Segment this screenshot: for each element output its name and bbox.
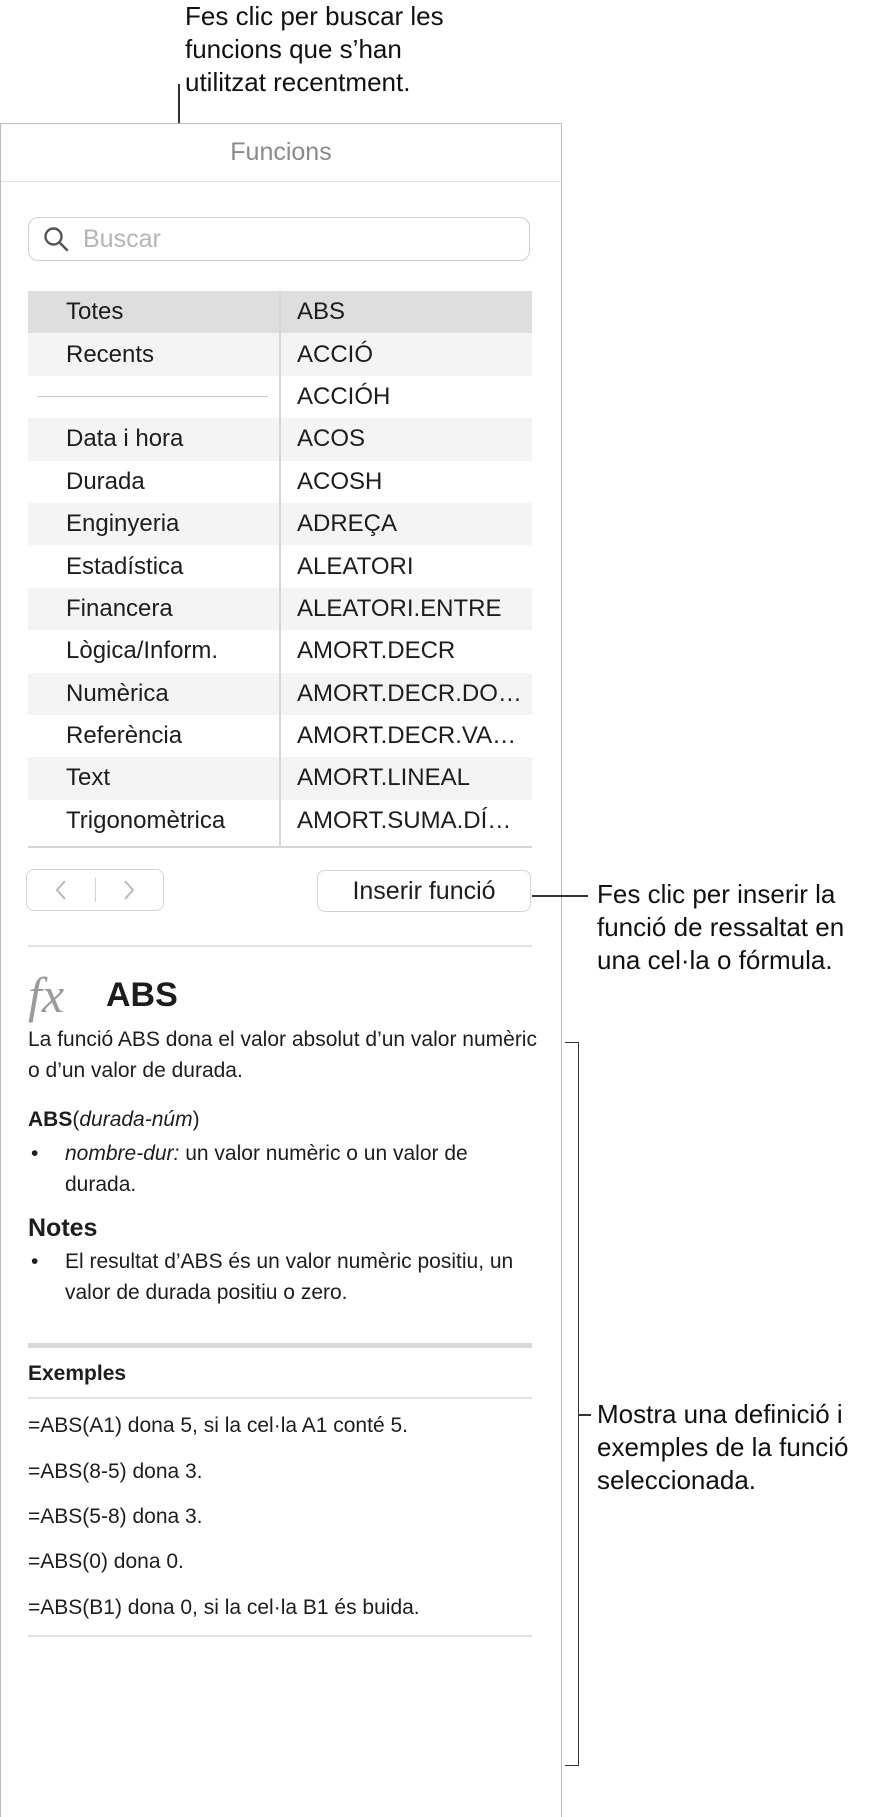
category-item[interactable]: Durada [66,467,145,495]
panel-title: Funcions [230,138,332,166]
callout-line: Fes clic per inserir la [597,879,836,909]
syntax-close: ) [192,1108,200,1131]
back-button[interactable] [27,870,95,910]
syntax-argument: durada-núm [79,1108,193,1131]
functions-panel [0,123,562,1817]
category-item[interactable]: Text [28,757,279,799]
examples-heading-divider [28,1397,532,1399]
argument-name: nombre-dur: [65,1142,180,1165]
function-item[interactable]: AMORT.DECR.DO… [281,673,532,715]
callout-leader-line [579,1414,591,1416]
category-item[interactable]: Referència [66,722,183,750]
function-description: La funció ABS dona el valor absolut d’un valor numèric o d’un valor de durada. [28,1028,537,1082]
category-item-recents[interactable]: Recents [28,333,279,375]
bullet-dot: • [31,1142,39,1165]
function-item[interactable]: ACOSH [297,467,383,495]
category-item[interactable]: Financera [28,588,279,630]
back-forward-control [26,869,164,911]
function-item[interactable]: ADREÇA [281,503,532,545]
examples-heading: Exemples [28,1362,127,1385]
callout-line: Mostra una definició i [597,1399,843,1429]
detail-divider [28,945,532,947]
category-item-totes[interactable]: Totes [28,291,279,333]
category-list [28,291,279,846]
chevron-right-icon [122,879,136,901]
callout-leader-line [532,895,588,897]
examples-bottom-divider [28,1635,532,1637]
search-icon [43,226,69,252]
callout-recent-functions [185,0,444,99]
category-item[interactable]: Enginyeria [28,503,279,545]
syntax-open: ( [72,1108,80,1131]
title-divider [1,181,561,182]
note-item [31,1246,531,1308]
search-field[interactable] [28,217,530,261]
function-item[interactable]: AMORT.SUMA.DÍ… [297,806,512,834]
function-item[interactable]: AMORT.DECR [297,637,456,665]
argument-description: un valor numèric o un valor de durada. [65,1142,468,1196]
search-input[interactable] [81,224,505,255]
function-item[interactable]: ACOS [281,418,532,460]
callout-insert-function [597,878,844,977]
function-item[interactable]: ACCIÓ [281,333,532,375]
function-item[interactable]: AMORT.LINEAL [281,757,532,799]
note-text: El resultat d’ABS és un valor numèric positiu, un valor de durada positiu o zero. [65,1250,514,1304]
callout-line: funcions que s’han [185,34,402,64]
function-item[interactable]: ALEATORI.ENTRE [281,588,532,630]
category-item[interactable]: Numèrica [28,673,279,715]
example-line: =ABS(B1) dona 0, si la cel·la B1 és buida. [28,1596,420,1619]
callout-definition [597,1398,848,1497]
bullet-dot: • [31,1250,39,1273]
function-item-selected[interactable]: ABS [281,291,532,333]
fx-icon: fx [28,967,65,1023]
category-item[interactable]: Lògica/Inform. [66,637,219,665]
insert-function-button[interactable]: Inserir funció [317,870,531,912]
example-line: =ABS(5-8) dona 3. [28,1505,203,1528]
function-list [281,291,532,846]
notes-heading: Notes [28,1214,98,1242]
function-name: ABS [106,975,178,1014]
function-item[interactable]: AMORT.DECR.VA… [297,722,517,750]
category-item[interactable]: Estadística [66,552,184,580]
forward-button[interactable] [96,870,164,910]
category-item[interactable]: Trigonomètrica [66,806,226,834]
function-syntax [28,1104,538,1135]
callout-line: Fes clic per buscar les [185,1,444,31]
examples-divider [28,1343,532,1348]
example-line: =ABS(0) dona 0. [28,1550,184,1573]
example-line: =ABS(8-5) dona 3. [28,1460,203,1483]
function-browser [28,291,532,848]
callout-line: exemples de la funció [597,1432,849,1462]
function-header [28,968,178,1022]
category-divider [28,376,279,418]
function-item[interactable]: ACCIÓH [297,382,391,410]
chevron-left-icon [54,879,68,901]
callout-line: una cel·la o fórmula. [597,945,833,975]
example-line: =ABS(A1) dona 5, si la cel·la A1 conté 5. [28,1414,408,1437]
argument-item [31,1138,531,1200]
function-item[interactable]: ALEATORI [297,552,414,580]
callout-line: seleccionada. [597,1465,756,1495]
callout-bracket [565,1042,579,1766]
category-item[interactable]: Data i hora [28,418,279,460]
callout-line: utilitzat recentment. [185,67,411,97]
callout-line: funció de ressaltat en [597,912,845,942]
syntax-name: ABS [28,1108,73,1131]
